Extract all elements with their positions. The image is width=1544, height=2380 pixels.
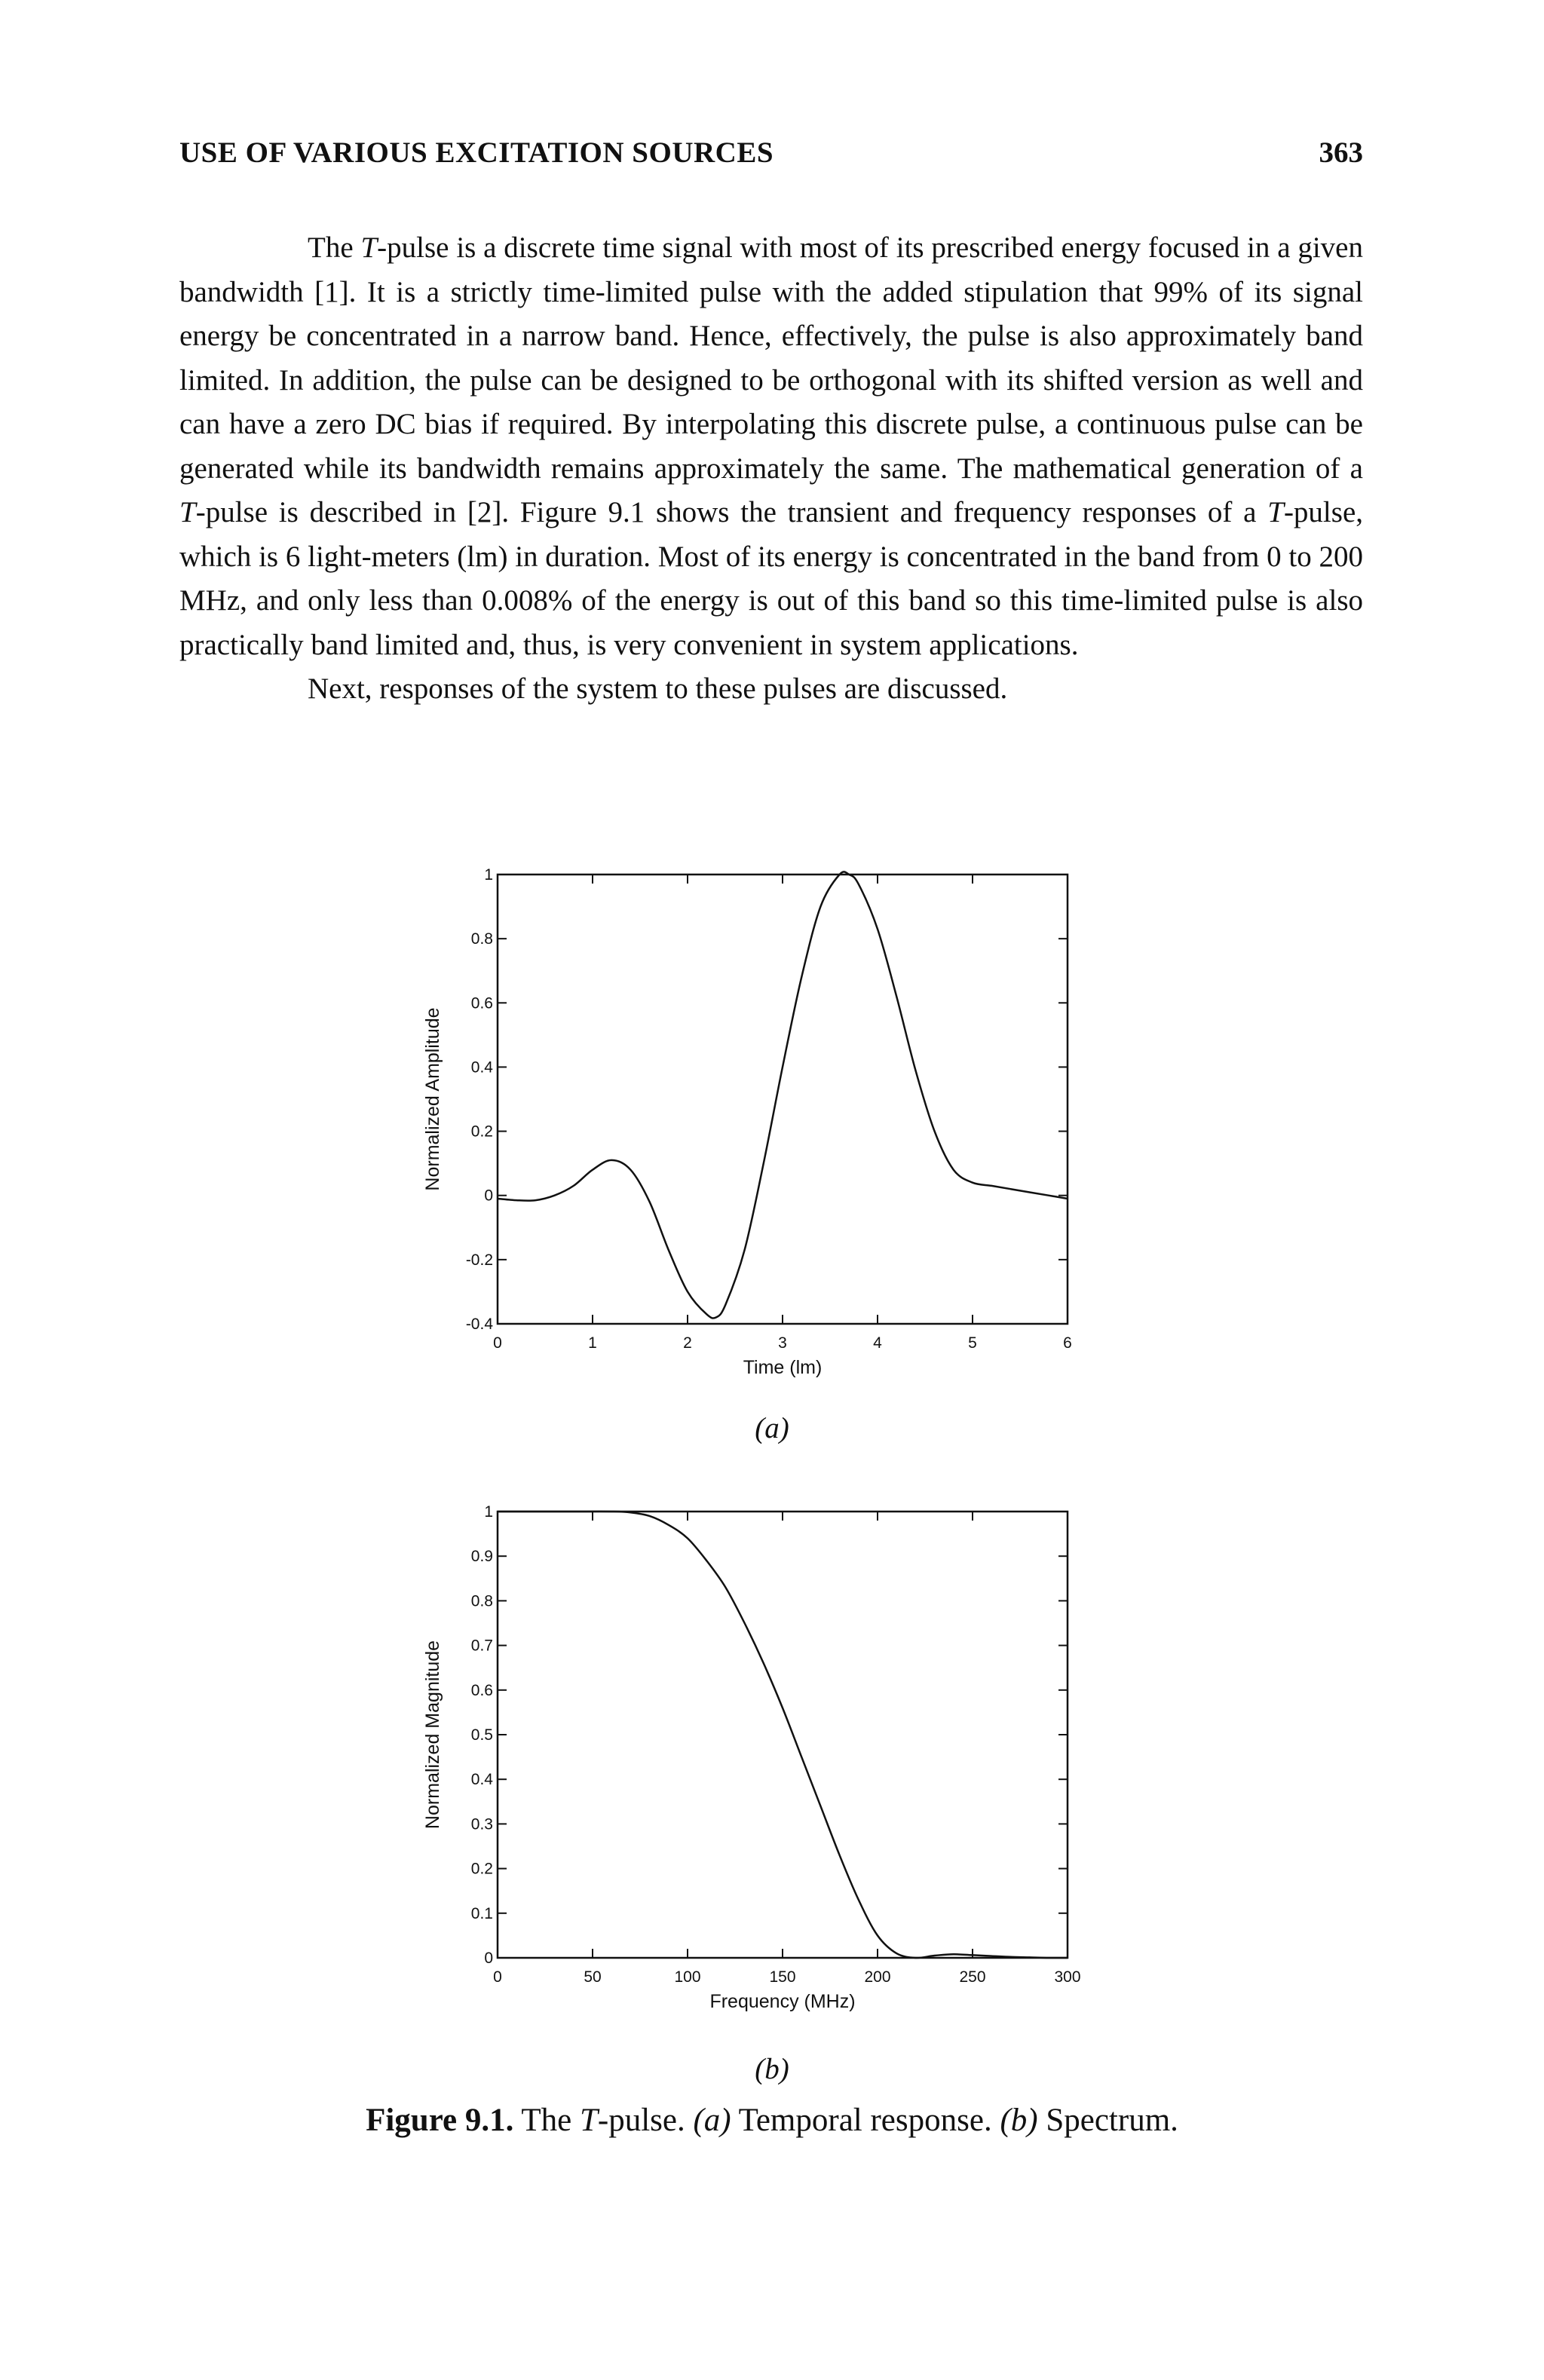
y-tick-label: 0.4 xyxy=(470,1771,493,1789)
x-axis-label: Time (lm) xyxy=(743,1357,823,1378)
paragraph-1-fragment: -pulse is described in [2]. Figure 9.1 shows the transient and frequency responses of a xyxy=(195,496,1268,528)
figure-number: Figure 9.1. xyxy=(366,2103,514,2138)
y-tick-label: 0.4 xyxy=(470,1058,493,1077)
temporal-response-plot xyxy=(0,852,1544,1432)
series-line xyxy=(498,871,1068,1318)
y-axis-label: Normalized Amplitude xyxy=(422,1007,443,1191)
spectrum-plot xyxy=(0,1496,1544,2077)
paragraph-2: Next, responses of the system to these pulses are discussed. xyxy=(308,672,1008,705)
paragraph-1-fragment: T xyxy=(360,231,378,264)
x-tick-label: 200 xyxy=(864,1968,891,1986)
y-tick-label: -0.2 xyxy=(465,1251,493,1269)
x-tick-label: 6 xyxy=(1063,1334,1072,1352)
y-tick-label: 0.8 xyxy=(470,930,493,948)
y-tick-label: 0 xyxy=(484,1187,493,1205)
x-tick-label: 0 xyxy=(493,1334,502,1352)
paragraph-1-fragment: T xyxy=(179,496,196,528)
x-tick-label: 3 xyxy=(778,1334,787,1352)
caption-fragment: The xyxy=(513,2103,580,2138)
caption-fragment: T xyxy=(579,2103,598,2138)
y-tick-label: 0.7 xyxy=(470,1637,493,1655)
caption-fragment: (a) xyxy=(693,2103,731,2138)
y-tick-label: 1 xyxy=(484,1503,493,1521)
paragraph-1 xyxy=(179,226,1363,667)
y-tick-label: 0.2 xyxy=(470,1860,493,1878)
x-tick-label: 5 xyxy=(968,1334,977,1352)
x-tick-label: 300 xyxy=(1054,1968,1081,1986)
caption-fragment: (b) xyxy=(1000,2103,1038,2138)
running-head: USE OF VARIOUS EXCITATION SOURCES xyxy=(179,136,774,169)
y-tick-label: 0.6 xyxy=(470,1681,493,1699)
caption-fragment: Spectrum. xyxy=(1037,2103,1178,2138)
figure-caption xyxy=(0,2102,1544,2139)
paragraph-1-fragment: T xyxy=(1267,496,1284,528)
page-number: 363 xyxy=(1319,136,1363,169)
x-tick-label: 150 xyxy=(769,1968,796,1986)
x-tick-label: 250 xyxy=(959,1968,986,1986)
paragraph-1-fragment: -pulse, which is 6 light-meters (lm) in duration. Most of its energy is concentrated in the band from 0 to 200 MHz, and only less than 0.008% of the energy is out of this band so this time-limited pulse is also practically band limited and, thus, is very convenient in system applications. xyxy=(179,496,1363,661)
caption-text xyxy=(513,2103,1178,2138)
y-tick-label: 0.8 xyxy=(470,1592,493,1610)
y-tick-label: 0.9 xyxy=(470,1548,493,1566)
panel-label-b: (b) xyxy=(755,2053,789,2085)
y-tick-label: 0.2 xyxy=(470,1123,493,1141)
y-tick-label: 0.6 xyxy=(470,994,493,1012)
body-text xyxy=(179,226,1363,712)
paragraph-1-fragment: -pulse is a discrete time signal with most of its prescribed energy focused in a given bandwidth [1]. It is a strictly time-limited pulse with the added stipulation that 99% of its signal energy be concentrated in a narrow band. Hence, effectively, the pulse is also approximately band limited. In addition, the pulse can be designed to be orthogonal with its shifted version as well and can have a zero DC bias if required. By interpolating this discrete pulse, a continuous pulse can be generated while its bandwidth remains approximately the same. The mathematical generation of a xyxy=(179,231,1363,485)
y-tick-label: 1 xyxy=(484,866,493,884)
caption-fragment: Temporal response. xyxy=(731,2103,1000,2138)
x-tick-label: 100 xyxy=(674,1968,701,1986)
y-tick-label: 0 xyxy=(484,1950,493,1967)
y-tick-label: 0.5 xyxy=(470,1726,493,1744)
figure-9-1b-spectrum xyxy=(0,1496,1544,2077)
x-axis-label: Frequency (MHz) xyxy=(709,1991,856,2012)
y-axis-label: Normalized Magnitude xyxy=(422,1640,443,1830)
y-tick-label: 0.1 xyxy=(470,1904,493,1922)
x-tick-label: 2 xyxy=(683,1334,692,1352)
x-tick-label: 50 xyxy=(584,1968,602,1986)
series-line xyxy=(498,1512,1068,1958)
plot-frame xyxy=(498,1512,1068,1958)
y-tick-label: 0.3 xyxy=(470,1815,493,1833)
paragraph-1-fragment: The xyxy=(308,231,361,264)
plot-frame xyxy=(498,875,1068,1324)
panel-label-a: (a) xyxy=(755,1412,789,1444)
caption-fragment: -pulse. xyxy=(597,2103,694,2138)
x-tick-label: 4 xyxy=(873,1334,882,1352)
figure-9-1a-temporal-response xyxy=(0,852,1544,1432)
x-tick-label: 0 xyxy=(493,1968,502,1986)
x-tick-label: 1 xyxy=(588,1334,597,1352)
page-header xyxy=(179,136,1363,181)
y-tick-label: -0.4 xyxy=(465,1316,493,1333)
